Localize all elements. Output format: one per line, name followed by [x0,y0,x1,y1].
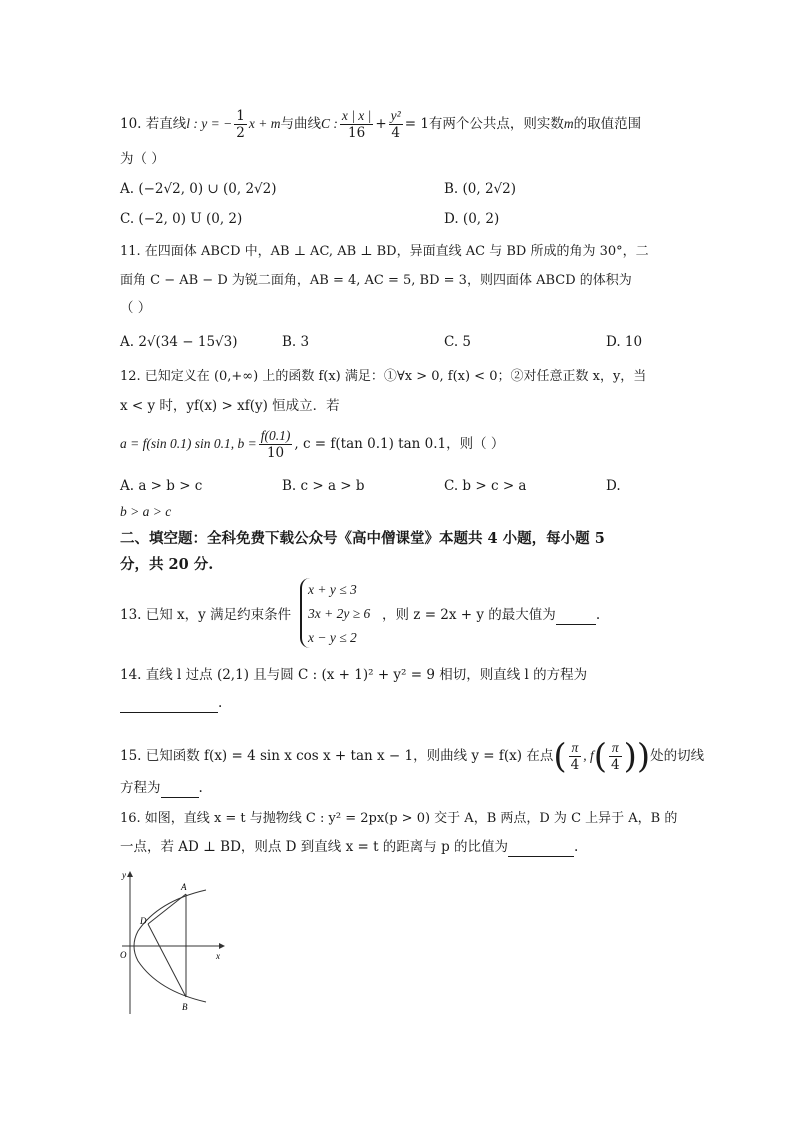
answer-blank [508,838,574,857]
answer-blank [161,779,199,798]
segment-BD [148,924,186,997]
constraint-2: 3x + 2y ≥ 6 [308,606,371,621]
segment-AD [148,894,186,924]
q15-line1: 15. 已知函数 f(x) = 4 sin x cos x + tan x − 1，则曲线 y = f(x) 在点( $\frac{\pi}{4}$ , f( $\frac{\pi}{4}$ ))处的切线 [120,736,705,777]
q11-line1: 11. 在四面体 ABCD 中，AB ⊥ AC, AB ⊥ BD，异面直线 AC 与 BD 所成的角为 30°，二 [120,244,649,259]
fraction: $\frac{\pi}{4}$ [570,740,580,773]
constraint-system [300,578,370,648]
q12-option-b: B. c > a > b [282,478,365,494]
answer-blank [120,694,218,713]
q12-line2: x < y 时，yf(x) > xf(y) 恒成立．若 [120,398,340,414]
q12-option-a: A. a > b > c [120,478,203,494]
constraint-1: x + y ≤ 3 [308,582,357,597]
q12-option-d: D. [606,478,621,494]
fraction: $\frac{f(0.1)}{10}$ [260,428,291,461]
fraction: $\frac{x | x |}{16}$ [341,108,372,141]
label-D: D [140,916,147,926]
q10-option-c: C. (−2, 0) U (0, 2) [120,211,243,227]
q11-line2: 面角 C − AB − D 为锐二面角，AB = 4, AC = 5, BD = 3，则四面体 ABCD 的体积为 [120,273,632,288]
label-A: A [181,882,187,892]
q10-line1: 10. 若直线l : y = − $\frac{1}{2}$ x + m与曲线C : $\frac{x | x |}{16}$ + $\frac{\text{y²}}{4}$ = 1有两个公共点，则实数m的取值范围 [120,108,642,141]
q13-prefix: 13. 已知 x，y 满足约束条件 [120,607,292,623]
q11-option-a: A. 2√(34 − 15√3) [120,334,238,350]
answer-blank [556,606,596,625]
q14-line1: 14. 直线 l 过点 (2,1) 且与圆 C : (x + 1)² + y² = 9 相切，则直线 l 的方程为 [120,667,588,683]
parabola-figure [118,866,228,1016]
q11-line3: （ ） [120,300,152,316]
label-B: B [182,1002,188,1012]
q10-option-a: A. (−2√2, 0) ∪ (0, 2√2) [120,181,277,197]
label-O: O [120,950,127,960]
label-x: x [216,951,220,961]
q12-line1: 12. 已知定义在 (0,+∞) 上的函数 f(x) 满足：①∀x > 0, f(x) < 0；②对任意正数 x，y，当 [120,369,647,384]
fraction: $\frac{\pi}{4}$ [610,740,620,773]
q12-option-c: C. b > c > a [444,478,527,494]
fraction: $\frac{1}{2}$ [236,108,245,141]
q10-option-d: D. (0, 2) [444,211,500,227]
fraction: $\frac{\text{y²}}{4}$ [390,108,401,141]
q13-suffix: ，则 z = 2x + y 的最大值为 . [382,607,601,623]
q10-line2: 为（ ） [120,151,165,167]
q11-option-b: B. 3 [282,334,310,350]
q14-line2: . [120,694,222,713]
label-y: y [122,870,126,880]
q10-option-b: B. (0, 2√2) [444,181,516,197]
q15-line2: 方程为 . [120,780,203,796]
constraint-3: x − y ≤ 2 [308,630,357,645]
q11-option-c: C. 5 [444,334,472,350]
q16-line2: 一点，若 AD ⊥ BD，则点 D 到直线 x = t 的距离与 p 的比值为 . [120,839,579,855]
section2-heading-line1: 二、填空题：全科免费下载公众号《高中僧课堂》本题共 4 小题，每小题 5 [120,530,605,547]
q12-option-d-value: b > a > c [120,504,172,519]
q12-line3: a = f(sin 0.1) sin 0.1, b = $\frac{f(0.1)}{10}$ , c = f(tan 0.1) tan 0.1，则（ ） [120,428,505,461]
q16-line1: 16. 如图，直线 x = t 与抛物线 C : y² = 2px(p > 0) 交于 A，B 两点，D 为 C 上异于 A，B 的 [120,811,678,826]
q11-option-d: D. 10 [606,334,643,350]
section2-heading-line2: 分，共 20 分. [120,556,214,573]
